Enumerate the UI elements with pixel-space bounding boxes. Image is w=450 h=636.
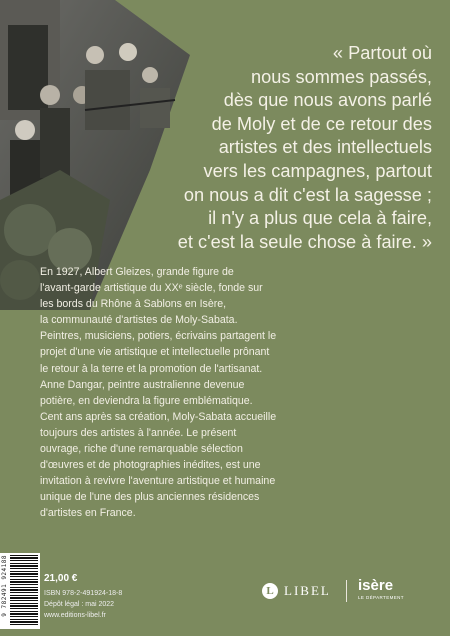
description-line: l'avant-garde artistique du XXᵉ siècle, fonde sur [40, 282, 263, 295]
publisher-website[interactable]: www.editions-libel.fr [44, 612, 106, 619]
description-line: d'œuvres et de photographies inédites, est une [40, 459, 261, 472]
description-line: toujours des artistes à l'année. Le présent [40, 426, 237, 439]
description-line: le retour à la terre et la promotion de l'artisanat. [40, 362, 263, 375]
quote-line: il n'y a plus que cela à faire, [208, 208, 432, 229]
quote-line: nous sommes passés, [251, 66, 432, 87]
quote-line: dès que nous avons parlé [223, 90, 432, 111]
libel-logo [262, 583, 331, 599]
libel-wordmark: LIBEL [284, 583, 331, 598]
quote-line: et c'est la seule chose à faire. » [177, 231, 432, 252]
logo-divider [346, 580, 347, 602]
description-line: d'artistes en France. [40, 507, 136, 520]
legal-deposit: Dépôt légal : mai 2022 [44, 601, 115, 608]
isbn-barcode [0, 553, 40, 629]
quote-line: « Partout où [332, 43, 432, 63]
isere-subtitle: LE DÉPARTEMENT [358, 595, 404, 600]
price: 21,00 € [44, 573, 78, 584]
description-line: les bords du Rhône à Sablons en Isère, [40, 298, 227, 311]
book-description [40, 264, 420, 522]
libel-mark-icon: L [262, 583, 278, 599]
description-line: la communauté d'artistes de Moly-Sabata. [40, 314, 238, 327]
description-line: Cent ans après sa création, Moly-Sabata accueille [40, 410, 277, 423]
isere-wordmark: isère [358, 577, 394, 594]
isbn-number: ISBN 978-2-491924-18-8 [44, 590, 123, 597]
description-line: invitation à revivre l'aventure artistique et humaine [40, 475, 276, 488]
quote-line: artistes et des intellectuels [218, 137, 432, 158]
pull-quote [132, 42, 432, 254]
description-line: potière, en deviendra la figure emblématique. [40, 394, 253, 407]
description-line: ouvrage, riche d'une remarquable sélection [40, 443, 243, 456]
quote-line: on nous a dit c'est la sagesse ; [183, 184, 432, 205]
description-line: unique de l'une des plus anciennes résidences [40, 491, 260, 504]
description-line: projet d'une vie artistique et intellectuelle prônant [40, 346, 270, 359]
barcode-digits: 9 782491 924188 [1, 555, 8, 617]
barcode-bars [10, 555, 38, 627]
quote-line: de Moly et de ce retour des [211, 113, 432, 134]
description-line: En 1927, Albert Gleizes, grande figure de [40, 266, 234, 278]
quote-line: vers les campagnes, partout [203, 160, 432, 181]
description-line: Peintres, musiciens, potiers, écrivains partagent le [40, 330, 277, 343]
description-line: Anne Dangar, peintre australienne devenue [40, 378, 245, 391]
isere-logo [358, 578, 414, 600]
